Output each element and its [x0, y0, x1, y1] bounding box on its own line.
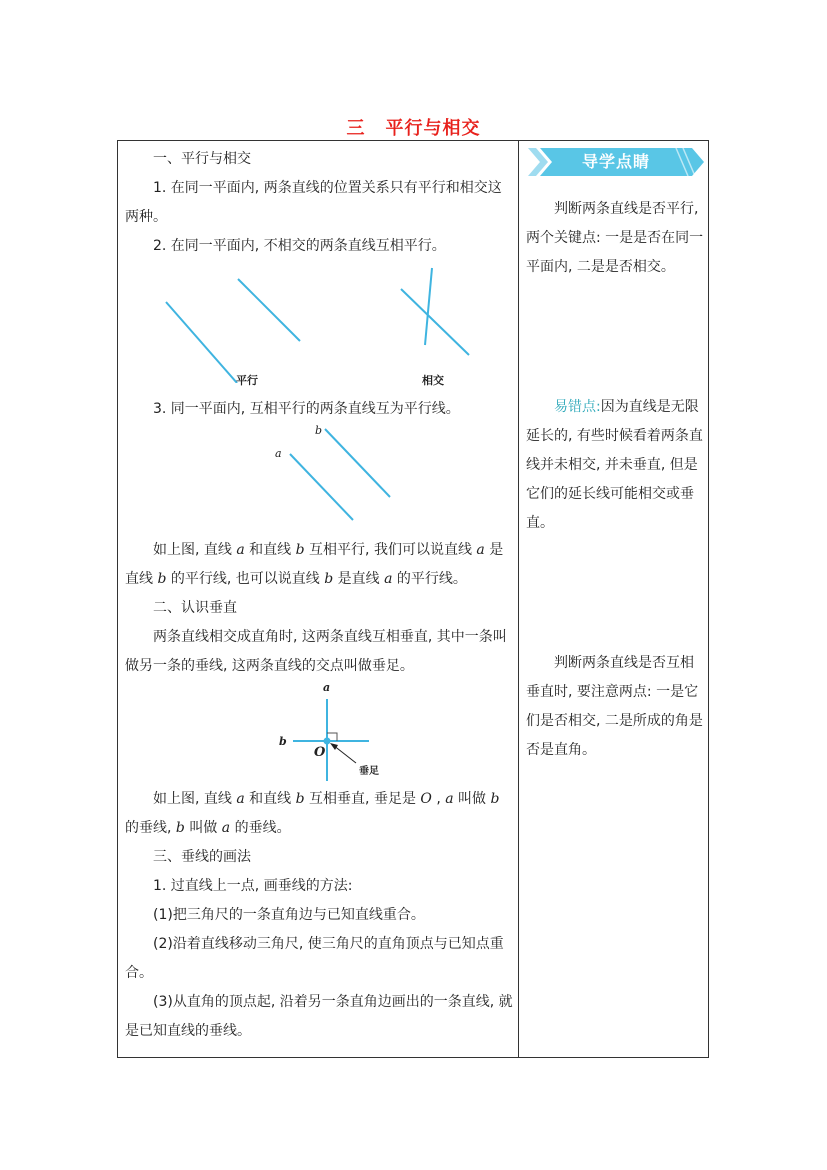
tip-mistake: 易错点:因为直线是无限延长的, 有些时候看着两条直线并未相交, 并未垂直, 但是它们的延长线可能相交或垂直。 [526, 399, 703, 531]
foot-pointer [333, 745, 356, 763]
main-column [125, 145, 513, 1046]
label-a: a [275, 447, 282, 460]
label-b: b [315, 424, 323, 437]
label-parallel: 平行 [236, 374, 258, 387]
figure-parallel-intersect-svg [125, 261, 513, 383]
title-number: 三 [346, 118, 366, 139]
paragraph-perpendicular-example: 如上图, 直线 a 和直线 b 互相垂直, 垂足是 O , a 叫做 b 的垂线, b 叫做 a 的垂线。 [125, 791, 500, 836]
banner-title: 导学点睛 [581, 152, 650, 171]
paragraph-parallel-example: 如上图, 直线 a 和直线 b 互相平行, 我们可以说直线 a 是直线 b 的平行线, 也可以说直线 b 是直线 a 的平行线。 [125, 542, 504, 587]
label-a: a [323, 681, 331, 694]
paragraph: 2. 在同一平面内, 不相交的两条直线互相平行。 [153, 238, 446, 254]
label-intersect: 相交 [422, 374, 444, 387]
tip-perpendicular: 判断两条直线是否互相垂直时, 要注意两点: 一是它们是否相交, 二是所成的角是否是直角。 [526, 655, 703, 758]
line-a [290, 454, 353, 520]
line-b [325, 429, 390, 497]
figure-parallel-ab [125, 424, 513, 536]
label-o: O [314, 745, 326, 760]
paragraph: 1. 在同一平面内, 两条直线的位置关系只有平行和相交这两种。 [125, 180, 502, 225]
section-heading-perpendicular: 二、认识垂直 [153, 600, 237, 616]
label-foot: 垂足 [359, 766, 379, 777]
figure-parallel-intersect [125, 261, 513, 383]
column-divider [518, 140, 519, 1058]
paragraph: (2)沿着直线移动三角尺, 使三角尺的直角顶点与已知点重合。 [125, 936, 504, 981]
section-heading-drawing: 三、垂线的画法 [153, 849, 251, 865]
paragraph: (3)从直角的顶点起, 沿着另一条直角边画出的一条直线, 就是已知直线的垂线。 [125, 994, 513, 1039]
paragraph: 两条直线相交成直角时, 这两条直线互相垂直, 其中一条叫做另一条的垂线, 这两条直线的交点叫做垂足。 [125, 629, 507, 674]
title-text: 平行与相交 [385, 118, 481, 139]
paragraph: (1)把三角尺的一条直角边与已知直线重合。 [153, 907, 425, 923]
page-title [0, 114, 827, 140]
figure-perpendicular-svg [125, 681, 513, 785]
intersect-line-1 [425, 268, 432, 345]
tip-parallel: 判断两条直线是否平行, 两个关键点: 一是是否在同一平面内, 二是是否相交。 [526, 201, 704, 275]
parallel-line-2 [238, 279, 300, 341]
paragraph: 1. 过直线上一点, 画垂线的方法: [153, 878, 353, 894]
guide-banner [526, 146, 706, 178]
figure-perpendicular [125, 681, 513, 785]
side-column [526, 145, 704, 765]
paragraph: 3. 同一平面内, 互相平行的两条直线互为平行线。 [153, 401, 460, 417]
foot-pointer-head [330, 743, 338, 750]
tip-mistake-tag: 易错点: [554, 399, 601, 415]
label-b: b [279, 735, 287, 748]
section-heading-parallel: 一、平行与相交 [153, 151, 251, 167]
intersect-line-2 [401, 289, 469, 355]
